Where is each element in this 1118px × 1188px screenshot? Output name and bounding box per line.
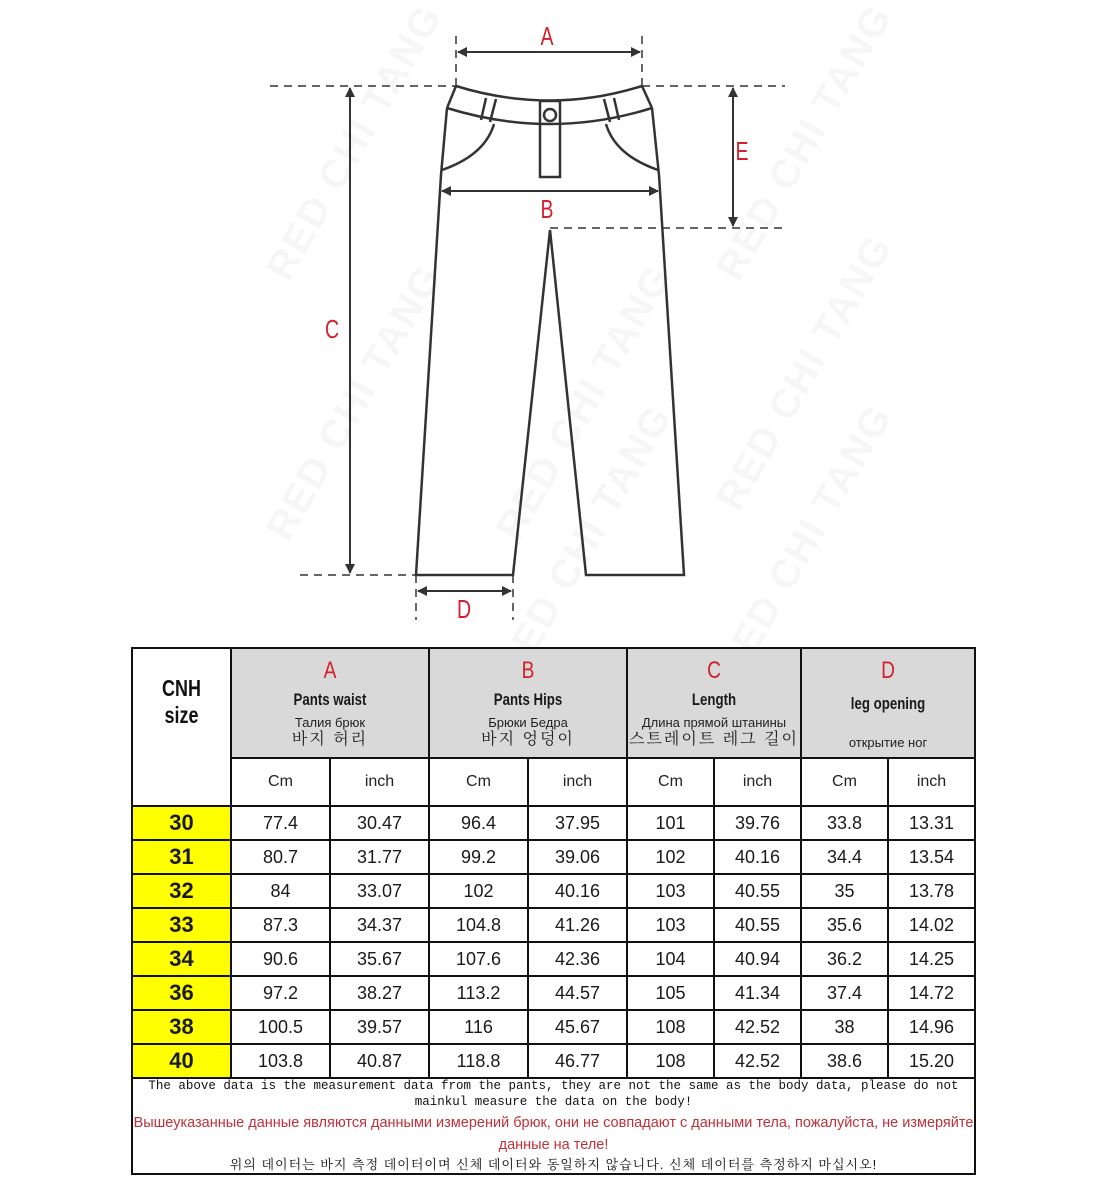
size-cell: 33 (132, 908, 231, 942)
measurement-cell: 42.36 (528, 942, 627, 976)
table-row (132, 874, 975, 908)
measurement-cell: 103 (627, 874, 714, 908)
measurement-cell: 40.87 (330, 1044, 429, 1078)
measurement-cell: 77.4 (231, 806, 330, 840)
measurement-cell: 42.52 (714, 1010, 801, 1044)
measurement-cell: 87.3 (231, 908, 330, 942)
measurement-cell: 13.78 (888, 874, 975, 908)
size-chart-table (131, 647, 976, 1175)
table-row (132, 806, 975, 840)
measurement-cell: 90.6 (231, 942, 330, 976)
measurement-cell: 37.4 (801, 976, 888, 1010)
column-letter: A (323, 657, 337, 684)
measurement-cell: 118.8 (429, 1044, 528, 1078)
measurement-cell: 99.2 (429, 840, 528, 874)
label-d: D (456, 594, 472, 624)
measurement-cell: 96.4 (429, 806, 528, 840)
column-title-ko: 바지 엉덩이 (481, 730, 575, 748)
label-b: B (540, 194, 554, 224)
note-korean: 위의 데이터는 바지 측정 데이터이며 신체 데이터와 동일하지 않습니다. 신체 데이터를 측정하지 마십시오! (229, 1156, 878, 1172)
notes-row (132, 1078, 975, 1174)
column-title-ko: 스트레이트 레그 길이 (629, 730, 799, 748)
size-cell: 38 (132, 1010, 231, 1044)
measurement-cell: 30.47 (330, 806, 429, 840)
measurement-cell: 15.20 (888, 1044, 975, 1078)
measurement-cell: 36.2 (801, 942, 888, 976)
measurement-cell: 104.8 (429, 908, 528, 942)
label-c: C (324, 314, 340, 344)
column-title-ru: открытие ног (848, 734, 928, 750)
measurement-cell: 38.27 (330, 976, 429, 1010)
measurement-cell: 100.5 (231, 1010, 330, 1044)
measurement-cell: 14.72 (888, 976, 975, 1010)
size-header-cell (132, 648, 231, 806)
note-english: The above data is the measurement data from the pants, they are not the same as the body data, please do not mainkul measure the data on the body! (148, 1079, 959, 1109)
measurement-cell: 13.31 (888, 806, 975, 840)
unit-label: Cm (429, 758, 528, 806)
measurement-cell: 37.95 (528, 806, 627, 840)
measurement-cell: 103 (627, 908, 714, 942)
measurement-cell: 46.77 (528, 1044, 627, 1078)
measurement-cell: 107.6 (429, 942, 528, 976)
measurement-cell: 39.76 (714, 806, 801, 840)
measurement-cell: 80.7 (231, 840, 330, 874)
column-title-ko: 바지 허리 (291, 730, 369, 748)
table-row (132, 1010, 975, 1044)
column-letter: B (521, 657, 535, 684)
table-row (132, 840, 975, 874)
header-leg-opening (801, 648, 975, 758)
measurement-cell: 34.4 (801, 840, 888, 874)
unit-label: Cm (231, 758, 330, 806)
size-cell: 32 (132, 874, 231, 908)
unit-label: inch (528, 758, 627, 806)
measurement-cell: 31.77 (330, 840, 429, 874)
column-letter: D (881, 657, 895, 684)
measurement-cell: 34.37 (330, 908, 429, 942)
column-letter: C (707, 657, 721, 684)
table-row (132, 1044, 975, 1078)
measurement-cell: 41.26 (528, 908, 627, 942)
size-rows (132, 806, 975, 1078)
measurement-cell: 40.94 (714, 942, 801, 976)
unit-label: Cm (801, 758, 888, 806)
header-length (627, 648, 801, 758)
measurement-cell: 14.02 (888, 908, 975, 942)
measurement-cell: 102 (429, 874, 528, 908)
measurement-cell: 41.34 (714, 976, 801, 1010)
unit-row (132, 758, 975, 806)
measurement-cell: 97.2 (231, 976, 330, 1010)
measurement-cell: 40.16 (714, 840, 801, 874)
measurement-cell: 35 (801, 874, 888, 908)
measurement-cell: 42.52 (714, 1044, 801, 1078)
column-title-ru: Длина прямой штанины (641, 714, 787, 730)
column-title-en: leg opening (850, 694, 926, 713)
measurement-cell: 102 (627, 840, 714, 874)
measurement-cell: 14.25 (888, 942, 975, 976)
measurement-cell: 108 (627, 1010, 714, 1044)
header-waist (231, 648, 429, 758)
measurement-cell: 113.2 (429, 976, 528, 1010)
measurement-cell: 38.6 (801, 1044, 888, 1078)
measurement-cell: 40.55 (714, 908, 801, 942)
measurement-cell: 116 (429, 1010, 528, 1044)
unit-label: inch (714, 758, 801, 806)
table-row (132, 908, 975, 942)
table-row (132, 942, 975, 976)
measurement-cell: 13.54 (888, 840, 975, 874)
measurement-cell: 104 (627, 942, 714, 976)
column-title-en: Length (691, 690, 737, 709)
size-cell: 40 (132, 1044, 231, 1078)
measurement-cell: 103.8 (231, 1044, 330, 1078)
column-title-en: Pants Hips (493, 690, 563, 709)
notes-cell (132, 1078, 975, 1174)
label-a: A (540, 21, 554, 51)
column-title-en: Pants waist (293, 690, 367, 709)
measurement-cell: 105 (627, 976, 714, 1010)
header-hips (429, 648, 627, 758)
size-cell: 31 (132, 840, 231, 874)
measurement-cell: 33.8 (801, 806, 888, 840)
measurement-cell: 39.57 (330, 1010, 429, 1044)
measurement-cell: 14.96 (888, 1010, 975, 1044)
header-row (132, 648, 975, 758)
measurement-cell: 40.55 (714, 874, 801, 908)
measurement-cell: 45.67 (528, 1010, 627, 1044)
unit-label: Cm (627, 758, 714, 806)
note-russian: Вышеуказанные данные являются данными измерений брюк, они не совпадают с данными тела, пожалуйста, не измеряйте данные на теле! (133, 1115, 974, 1153)
size-header: CNH size (162, 675, 201, 728)
label-e: E (735, 136, 749, 166)
size-cell: 36 (132, 976, 231, 1010)
column-title-ru: Талия брюк (294, 714, 366, 730)
size-cell: 34 (132, 942, 231, 976)
measurement-cell: 44.57 (528, 976, 627, 1010)
measurement-cell: 101 (627, 806, 714, 840)
measurement-cell: 33.07 (330, 874, 429, 908)
measurement-cell: 35.6 (801, 908, 888, 942)
measurement-cell: 38 (801, 1010, 888, 1044)
measurement-cell: 84 (231, 874, 330, 908)
unit-label: inch (888, 758, 975, 806)
column-title-ru: Брюки Бедра (488, 714, 568, 730)
measurement-cell: 35.67 (330, 942, 429, 976)
measurement-cell: 108 (627, 1044, 714, 1078)
measurement-cell: 40.16 (528, 874, 627, 908)
size-cell: 30 (132, 806, 231, 840)
unit-label: inch (330, 758, 429, 806)
measurement-cell: 39.06 (528, 840, 627, 874)
table-row (132, 976, 975, 1010)
